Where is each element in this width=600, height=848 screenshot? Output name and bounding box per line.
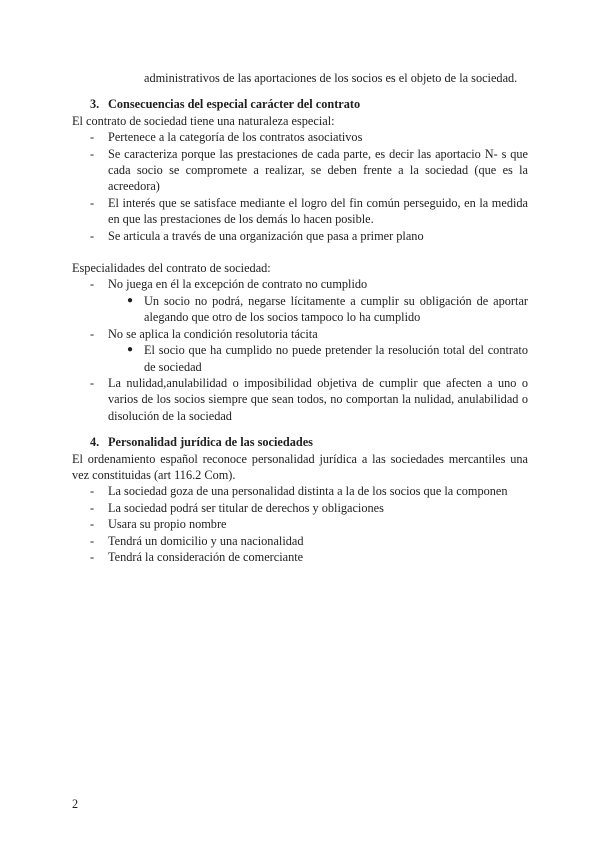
dash-marker: - bbox=[90, 500, 95, 515]
section-4-intro: El ordenamiento español reconoce personalidad jurídica a las sociedades mercantiles una vez constituidas (art 116.2 Com). bbox=[72, 451, 528, 482]
list-item: - No se aplica la condición resolutoria tácita bbox=[90, 326, 318, 341]
sub-list-item: ● Un socio no podrá, negarse lícitamente a cumplir su obligación de aportar alegando que otro de los socios tampoco lo ha cumplido bbox=[127, 293, 528, 325]
list-item: - Tendrá la consideración de comerciante bbox=[90, 549, 304, 564]
list-item: - No juega en él la excepción de contrato no cumplido bbox=[90, 277, 368, 292]
especialidades-intro: Especialidades del contrato de sociedad: bbox=[72, 261, 271, 276]
bullet-marker: ● bbox=[127, 344, 134, 356]
sub-list-item: ● El socio que ha cumplido no puede pretender la resolución total del contrato de sociedad bbox=[127, 343, 528, 374]
section-3-title: Consecuencias del especial carácter del contrato bbox=[108, 97, 361, 112]
section-4-title: Personalidad jurídica de las sociedades bbox=[108, 435, 313, 450]
dash-marker: - bbox=[90, 146, 95, 161]
list-item: - La sociedad goza de una personalidad distinta a la de los socios que la componen bbox=[90, 484, 508, 499]
list-item: - Tendrá un domicilio y una nacionalidad bbox=[90, 533, 304, 548]
list-item: - La sociedad podrá ser titular de derechos y obligaciones bbox=[90, 500, 384, 515]
dash-marker: - bbox=[90, 375, 95, 390]
section-3-number: 3. bbox=[90, 97, 100, 112]
dash-marker: - bbox=[90, 195, 95, 210]
section-3-heading bbox=[72, 96, 528, 112]
dash-marker: - bbox=[90, 517, 95, 532]
dash-marker: - bbox=[90, 533, 95, 548]
list-item: - El interés que se satisface mediante el logro del fin común perseguido, en la medida en que las prestaciones de los demás lo hacen posible. bbox=[90, 195, 528, 227]
document-page bbox=[72, 70, 528, 565]
list-item: - Se articula a través de una organización que pasa a primer plano bbox=[90, 228, 424, 243]
page-number: 2 bbox=[72, 797, 79, 811]
list-item: - Pertenece a la categoría de los contratos asociativos bbox=[90, 130, 363, 145]
dash-marker: - bbox=[90, 130, 95, 145]
dash-marker: - bbox=[90, 484, 95, 499]
continuation-paragraph: administrativos de las aportaciones de los socios es el objeto de la sociedad. bbox=[144, 71, 518, 85]
list-item: - Se caracteriza porque las prestaciones de cada parte, es decir las aportacio N- s que cada socio se compromete a realizar, se deben frente a la sociedad (que es la acreedora) bbox=[90, 146, 528, 194]
section-3-intro: El contrato de sociedad tiene una naturaleza especial: bbox=[72, 113, 335, 128]
bullet-marker: ● bbox=[127, 294, 134, 306]
dash-marker: - bbox=[90, 277, 95, 292]
section-4-heading bbox=[72, 434, 528, 450]
list-item: - La nulidad,anulabilidad o imposibilidad objetiva de cumplir que afecten a uno o varios de los socios siempre que sean todos, no comportan la nulidad, anulabilidad o disolución de la sociedad bbox=[90, 375, 528, 423]
dash-marker: - bbox=[90, 549, 95, 564]
dash-marker: - bbox=[90, 326, 95, 341]
dash-marker: - bbox=[90, 228, 95, 243]
section-4-number: 4. bbox=[90, 435, 100, 450]
list-item: - Usara su propio nombre bbox=[90, 517, 227, 532]
